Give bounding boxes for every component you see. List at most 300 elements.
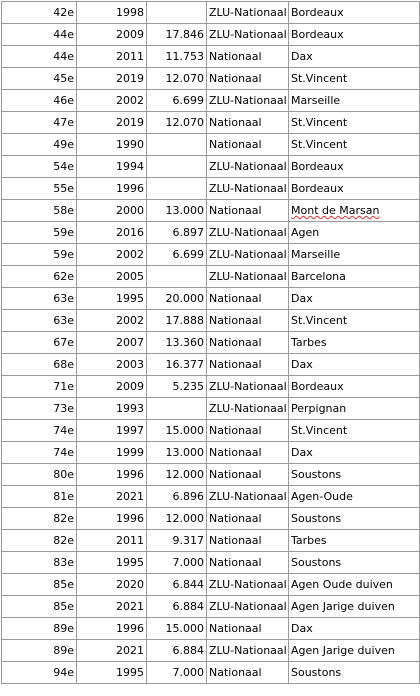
cell-year [77,486,147,508]
cell-year [77,68,147,90]
cell-race-type-text: ZLU-Nationaal [209,380,287,393]
cell-place [2,376,77,398]
cell-location [289,552,420,574]
cell-race-type-text: Nationaal [209,204,262,217]
cell-location-text: Perpignan [291,402,347,415]
cell-location-text: Bordeaux [291,380,344,393]
table-row [2,134,420,156]
cell-place-text: 54e [53,160,74,173]
cell-bird-count-text: 6.896 [172,490,204,503]
cell-year [77,618,147,640]
cell-location-text: Bordeaux [291,6,344,19]
results-table [1,1,420,684]
cell-race-type-text: ZLU-Nationaal [209,6,287,19]
cell-race-type-text: Nationaal [209,138,262,151]
cell-location [289,662,420,684]
cell-year [77,640,147,662]
table-row [2,618,420,640]
cell-bird-count [147,574,207,596]
cell-location [289,24,420,46]
cell-location-text: Agen Oude duiven [291,578,393,591]
cell-year-text: 1994 [116,160,144,173]
cell-race-type-text: ZLU-Nationaal [209,160,287,173]
cell-location-text: St.Vincent [291,72,348,85]
cell-location [289,90,420,112]
cell-location [289,156,420,178]
cell-place-text: 44e [53,28,74,41]
cell-place [2,662,77,684]
cell-bird-count-text: 6.699 [172,248,204,261]
cell-year-text: 2011 [116,534,144,547]
cell-location-text: Soustons [291,556,342,569]
cell-race-type [207,596,289,618]
cell-place-text: 85e [53,600,74,613]
cell-year [77,156,147,178]
table-row [2,420,420,442]
cell-place [2,200,77,222]
cell-race-type [207,24,289,46]
cell-bird-count [147,266,207,288]
table-row [2,178,420,200]
cell-race-type [207,574,289,596]
cell-race-type [207,552,289,574]
cell-year [77,574,147,596]
cell-bird-count [147,354,207,376]
cell-race-type-text: Nationaal [209,512,262,525]
cell-place-text: 63e [53,292,74,305]
cell-location-text: Dax [291,358,313,371]
table-row [2,398,420,420]
cell-bird-count-text: 6.897 [172,226,204,239]
cell-year [77,354,147,376]
cell-location-text: Marseille [291,94,341,107]
cell-race-type-text: ZLU-Nationaal [209,28,287,41]
cell-location [289,310,420,332]
cell-bird-count [147,288,207,310]
cell-bird-count [147,662,207,684]
cell-race-type [207,662,289,684]
cell-location [289,574,420,596]
cell-year-text: 1996 [116,512,144,525]
cell-location-text: Agen [291,226,320,239]
cell-bird-count [147,156,207,178]
cell-place-text: 59e [53,226,74,239]
table-row [2,244,420,266]
cell-location [289,2,420,24]
cell-year [77,376,147,398]
cell-place-text: 68e [53,358,74,371]
cell-place-text: 74e [53,446,74,459]
cell-bird-count [147,376,207,398]
cell-place [2,442,77,464]
cell-place-text: 85e [53,578,74,591]
cell-race-type [207,178,289,200]
cell-bird-count-text: 11.753 [165,50,204,63]
cell-year [77,442,147,464]
cell-race-type [207,200,289,222]
cell-year [77,134,147,156]
cell-race-type [207,332,289,354]
cell-place [2,420,77,442]
cell-location [289,112,420,134]
cell-race-type [207,354,289,376]
cell-race-type [207,376,289,398]
cell-place-text: 45e [53,72,74,85]
table-row [2,508,420,530]
cell-location [289,376,420,398]
table-row [2,156,420,178]
table-row [2,376,420,398]
cell-location [289,244,420,266]
cell-place-text: 80e [53,468,74,481]
cell-place-text: 71e [53,380,74,393]
table-row [2,68,420,90]
cell-bird-count [147,420,207,442]
cell-year [77,662,147,684]
cell-year-text: 1996 [116,622,144,635]
cell-year-text: 2009 [116,28,144,41]
cell-year [77,530,147,552]
cell-place [2,596,77,618]
table-row [2,442,420,464]
cell-bird-count [147,530,207,552]
cell-year-text: 1996 [116,468,144,481]
table-row [2,90,420,112]
cell-location [289,200,420,222]
cell-place [2,640,77,662]
cell-bird-count [147,2,207,24]
cell-race-type [207,244,289,266]
cell-race-type [207,310,289,332]
cell-place-text: 59e [53,248,74,261]
cell-place [2,398,77,420]
cell-race-type [207,442,289,464]
cell-location-text: Barcelona [291,270,346,283]
cell-bird-count [147,552,207,574]
table-row [2,2,420,24]
cell-bird-count-text: 7.000 [172,556,204,569]
cell-place [2,332,77,354]
cell-year-text: 1998 [116,6,144,19]
cell-bird-count-text: 13.000 [165,204,204,217]
cell-location [289,354,420,376]
cell-bird-count-text: 12.000 [165,512,204,525]
cell-location-text: Soustons [291,512,342,525]
cell-location [289,640,420,662]
cell-place-text: 81e [53,490,74,503]
cell-location-text: Bordeaux [291,182,344,195]
cell-year-text: 2003 [116,358,144,371]
cell-bird-count-text: 6.844 [172,578,204,591]
cell-bird-count-text: 5.235 [172,380,204,393]
table-row [2,596,420,618]
cell-place-text: 83e [53,556,74,569]
cell-bird-count-text: 12.000 [165,468,204,481]
cell-race-type-text: Nationaal [209,446,262,459]
cell-bird-count [147,464,207,486]
cell-race-type [207,398,289,420]
cell-race-type-text: Nationaal [209,50,262,63]
cell-race-type-text: ZLU-Nationaal [209,490,287,503]
cell-year-text: 1990 [116,138,144,151]
table-row [2,530,420,552]
cell-bird-count [147,24,207,46]
cell-bird-count [147,134,207,156]
table-row [2,112,420,134]
cell-bird-count-text: 20.000 [165,292,204,305]
cell-bird-count [147,222,207,244]
cell-year [77,310,147,332]
cell-race-type-text: ZLU-Nationaal [209,182,287,195]
table-row [2,332,420,354]
cell-race-type [207,640,289,662]
cell-location [289,288,420,310]
cell-race-type-text: Nationaal [209,336,262,349]
cell-year [77,332,147,354]
cell-location-text: St.Vincent [291,424,348,437]
cell-bird-count [147,640,207,662]
cell-race-type-text: Nationaal [209,666,262,679]
cell-race-type [207,464,289,486]
cell-place [2,574,77,596]
cell-race-type-text: Nationaal [209,72,262,85]
cell-place-text: 82e [53,534,74,547]
cell-year [77,398,147,420]
cell-race-type-text: ZLU-Nationaal [209,226,287,239]
cell-race-type-text: ZLU-Nationaal [209,402,287,415]
cell-race-type [207,618,289,640]
table-row [2,200,420,222]
cell-bird-count [147,244,207,266]
cell-place [2,552,77,574]
table-row [2,46,420,68]
cell-bird-count [147,200,207,222]
cell-location-text: St.Vincent [291,314,348,327]
cell-bird-count-text: 7.000 [172,666,204,679]
cell-place [2,310,77,332]
cell-place-text: 46e [53,94,74,107]
cell-place-text: 55e [53,182,74,195]
cell-bird-count-text: 15.000 [165,622,204,635]
cell-race-type-text: ZLU-Nationaal [209,644,287,657]
cell-location-text: St.Vincent [291,116,348,129]
cell-year [77,222,147,244]
cell-year [77,552,147,574]
cell-year [77,464,147,486]
cell-year [77,266,147,288]
cell-location-text: Tarbes [291,336,327,349]
table-row [2,266,420,288]
cell-location [289,464,420,486]
cell-place [2,354,77,376]
cell-race-type-text: Nationaal [209,358,262,371]
cell-bird-count-text: 9.317 [172,534,204,547]
cell-location-text: Bordeaux [291,28,344,41]
cell-bird-count [147,178,207,200]
cell-race-type-text: Nationaal [209,424,262,437]
cell-place-text: 89e [53,644,74,657]
cell-location-text: Mont de Marsan [291,204,380,217]
cell-place [2,244,77,266]
results-table-body [2,2,420,684]
cell-race-type [207,222,289,244]
cell-location-text: Tarbes [291,534,327,547]
cell-year-text: 2019 [116,116,144,129]
cell-year [77,112,147,134]
table-row [2,288,420,310]
cell-location [289,442,420,464]
cell-place-text: 74e [53,424,74,437]
cell-place-text: 67e [53,336,74,349]
cell-year [77,24,147,46]
cell-race-type-text: Nationaal [209,622,262,635]
cell-location [289,178,420,200]
cell-place [2,464,77,486]
cell-year-text: 1995 [116,666,144,679]
table-row [2,24,420,46]
cell-location-text: Dax [291,622,313,635]
cell-location [289,420,420,442]
cell-location [289,596,420,618]
cell-place [2,530,77,552]
cell-race-type [207,288,289,310]
cell-race-type [207,156,289,178]
cell-place [2,134,77,156]
cell-race-type-text: ZLU-Nationaal [209,94,287,107]
cell-place-text: 44e [53,50,74,63]
cell-bird-count [147,90,207,112]
cell-year [77,90,147,112]
cell-bird-count [147,398,207,420]
cell-race-type-text: Nationaal [209,116,262,129]
cell-race-type-text: Nationaal [209,556,262,569]
cell-place [2,68,77,90]
cell-year-text: 2020 [116,578,144,591]
cell-race-type-text: Nationaal [209,292,262,305]
cell-year-text: 1993 [116,402,144,415]
cell-place-text: 62e [53,270,74,283]
cell-bird-count-text: 13.000 [165,446,204,459]
cell-bird-count-text: 15.000 [165,424,204,437]
cell-place [2,222,77,244]
cell-place-text: 94e [53,666,74,679]
cell-year [77,46,147,68]
cell-year-text: 2021 [116,600,144,613]
cell-location-text: Soustons [291,468,342,481]
cell-year-text: 1995 [116,292,144,305]
cell-year-text: 2002 [116,94,144,107]
cell-bird-count-text: 12.070 [165,72,204,85]
cell-race-type [207,90,289,112]
cell-race-type [207,266,289,288]
cell-bird-count [147,508,207,530]
cell-bird-count [147,68,207,90]
cell-location-text: Agen-Oude [291,490,353,503]
cell-place [2,618,77,640]
cell-race-type [207,420,289,442]
cell-location [289,486,420,508]
cell-place [2,2,77,24]
cell-location-text: Dax [291,446,313,459]
cell-location-text: Marseille [291,248,341,261]
cell-year-text: 1999 [116,446,144,459]
cell-year-text: 2021 [116,490,144,503]
cell-location-text: Agen Jarige duiven [291,644,395,657]
cell-bird-count-text: 6.884 [172,644,204,657]
cell-race-type-text: ZLU-Nationaal [209,578,287,591]
cell-year-text: 2011 [116,50,144,63]
cell-bird-count [147,596,207,618]
cell-place-text: 47e [53,116,74,129]
cell-location-text: Soustons [291,666,342,679]
cell-year [77,244,147,266]
cell-location [289,266,420,288]
cell-place [2,288,77,310]
cell-year [77,420,147,442]
cell-bird-count [147,486,207,508]
cell-bird-count-text: 17.888 [165,314,204,327]
cell-bird-count [147,442,207,464]
cell-year-text: 1997 [116,424,144,437]
table-row [2,310,420,332]
cell-bird-count-text: 13.360 [165,336,204,349]
cell-place [2,486,77,508]
cell-location [289,508,420,530]
table-row [2,486,420,508]
table-row [2,552,420,574]
cell-bird-count-text: 6.884 [172,600,204,613]
cell-bird-count [147,310,207,332]
cell-year-text: 2002 [116,248,144,261]
cell-location [289,222,420,244]
cell-year-text: 2007 [116,336,144,349]
cell-place [2,156,77,178]
cell-race-type-text: Nationaal [209,468,262,481]
cell-race-type [207,46,289,68]
cell-bird-count [147,332,207,354]
cell-place [2,178,77,200]
cell-year-text: 2000 [116,204,144,217]
cell-location-text: Dax [291,50,313,63]
table-row [2,222,420,244]
cell-location-text: Bordeaux [291,160,344,173]
cell-location [289,332,420,354]
cell-race-type-text: Nationaal [209,534,262,547]
cell-race-type [207,2,289,24]
table-row [2,354,420,376]
cell-place [2,508,77,530]
cell-race-type-text: ZLU-Nationaal [209,248,287,261]
cell-year-text: 1996 [116,182,144,195]
cell-race-type [207,486,289,508]
cell-year [77,178,147,200]
cell-location [289,530,420,552]
cell-year [77,200,147,222]
cell-bird-count-text: 6.699 [172,94,204,107]
cell-place [2,112,77,134]
cell-year [77,288,147,310]
cell-location-text: Agen Jarige duiven [291,600,395,613]
cell-race-type [207,68,289,90]
cell-place [2,90,77,112]
cell-place [2,24,77,46]
table-row [2,464,420,486]
cell-location-text: Dax [291,292,313,305]
cell-year-text: 2002 [116,314,144,327]
cell-location-text: St.Vincent [291,138,348,151]
cell-year-text: 2016 [116,226,144,239]
cell-place-text: 58e [53,204,74,217]
